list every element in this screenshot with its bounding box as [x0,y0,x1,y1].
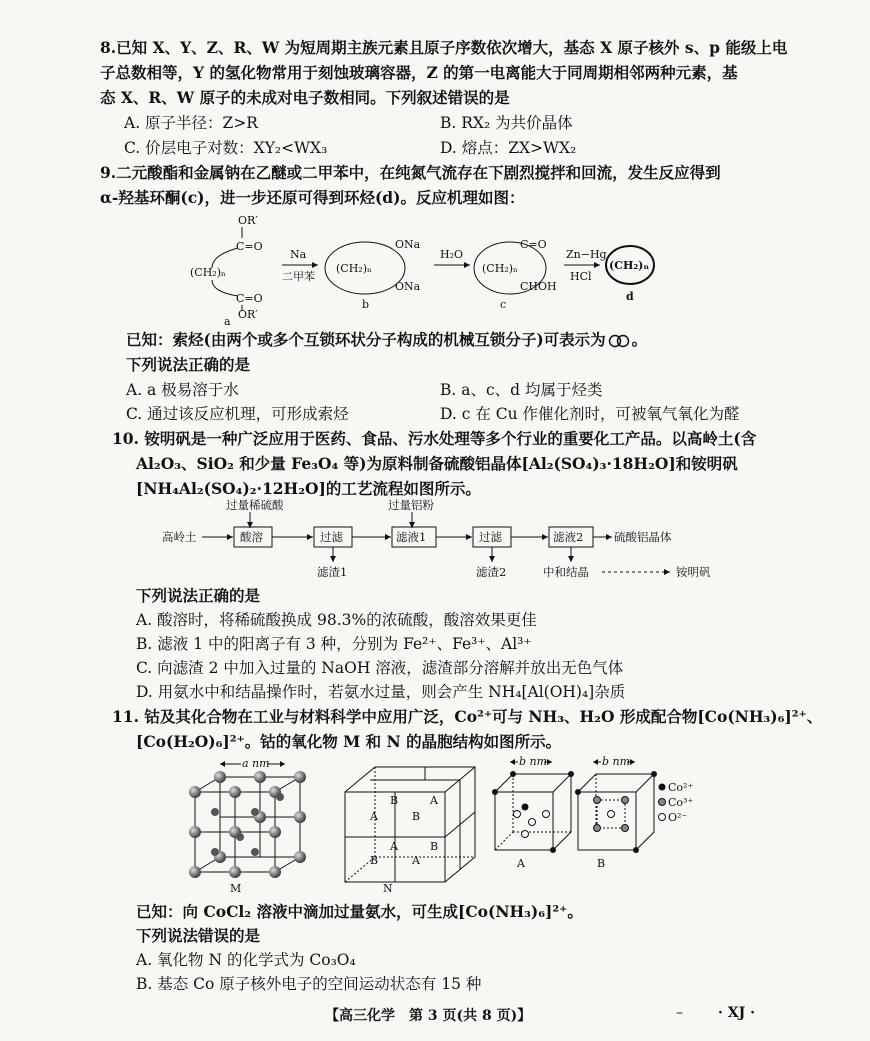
process-flow [150,498,750,590]
a-or-bottom: OR′ [238,308,258,321]
flow-acid-input: 过量稀硫酸 [226,498,284,512]
q9-option-a: A. a 极易溶于水 [126,381,239,399]
flow-box-acid-label: 酸溶 [240,530,263,544]
legend-o-marker [659,814,666,821]
q9-ask: 下列说法正确的是 [126,355,251,374]
d-chain: (CH₂)ₙ [609,259,650,272]
q10-option-d: D. 用氨水中和结晶操作时，若氨水过量，则会产生 NH₄[Al(OH)₄]杂质 [136,683,626,701]
reagent-zn-hg: Zn−Hg [566,248,607,261]
q11-stem-line2: [Co(H₂O)₆]²⁺。钴的氧化物 M 和 N 的晶胞结构如图所示。 [136,732,562,751]
d-label: d [626,290,634,303]
q10-option-b: B. 滤液 1 中的阳离子有 3 种，分别为 Fe²⁺、Fe³⁺、Al³⁺ [136,635,532,653]
q8-stem-line2: 子总数相等，Y 的氢化物常用于刻蚀玻璃容器，Z 的第一电离能大于同周期相邻两种元素，基 [100,63,738,82]
c-label: c [500,298,507,311]
a-or-top: OR′ [238,214,258,227]
catenane-icon [606,334,632,348]
q10-stem-line3: [NH₄Al₂(SO₄)₂·12H₂O]的工艺流程如图所示。 [136,479,481,498]
q9-stem-line1: 9.二元酸酯和金属钠在乙醚或二甲苯中，在纯氮气流存在下剧烈搅拌和回流，发生反应得到 [100,163,721,182]
a-nm-label: a nm [242,757,270,770]
reagent-na: Na [290,248,307,261]
legend-co3: Co³⁺ [668,796,694,809]
q10-option-c: C. 向滤渣 2 中加入过量的 NaOH 溶液，滤渣部分溶解并放出无色气体 [136,659,624,677]
q9-option-b: B. a、c、d 均属于烃类 [440,381,603,399]
footer-page-info: 【高三化学 第 3 页(共 8 页)】 [325,1008,532,1024]
reagent-water: H₂O [440,248,464,261]
b-ona-bottom: ONa [395,280,421,293]
b-chain: (CH₂)ₙ [336,262,372,275]
q10-ask: 下列说法正确的是 [136,586,261,605]
flow-residue2: 滤渣2 [476,565,507,579]
footer-code: · XJ · [718,1005,755,1021]
q10-stem-line1: 10. 铵明矾是一种广泛应用于医药、食品、污水处理等多个行业的重要化工产品。以高岭土(含 [112,429,757,448]
a-carbonyl-bottom: C=O [236,292,263,305]
c-carbonyl: C=O [520,238,547,251]
flow-residue1: 滤渣1 [317,565,348,579]
q11-ask: 下列说法错误的是 [136,926,261,945]
q8-stem-line1: 8.已知 X、Y、Z、R、W 为短周期主族元素且原子序数依次增大，基态 X 原子核外 s、p 能级上电 [100,38,788,57]
cell-b [578,774,654,850]
n-cell-b1: B [390,794,399,807]
q9-option-c: C. 通过该反应机理，可形成索烃 [126,405,349,423]
legend-o: O²⁻ [668,811,688,824]
flow-box-filtrate2-label: 滤液2 [553,530,584,544]
n-cell-a2: A [430,794,438,807]
q8-stem-line3: 态 X、R、W 原子的未成对电子数相同。下列叙述错误的是 [100,88,510,107]
q9-known-end: 。 [631,330,648,349]
flow-box-filter2-label: 过滤 [479,530,502,544]
n-cell-b4: B [430,840,439,853]
legend-co2: Co²⁺ [668,781,694,794]
legend-co3-marker [659,799,666,806]
flow-al-input: 过量铝粉 [388,498,434,512]
cell-b-label: B [597,857,606,870]
q8-option-b: B. RX₂ 为共价晶体 [440,114,573,132]
n-label: N [383,882,393,895]
a-chain: (CH₂)ₙ [190,266,226,279]
q10-option-a: A. 酸溶时，将稀硫酸换成 98.3%的浓硫酸，酸溶效果更佳 [136,611,537,629]
reagent-xylene: 二甲苯 [282,270,315,283]
crystal-structures [180,752,700,897]
b-nm-label-2: b nm [602,755,631,768]
c-choh: CHOH [520,280,557,293]
q11-option-a: A. 氧化物 N 的化学式为 Co₃O₄ [136,951,356,969]
footer-dash: – [676,1005,683,1021]
a-label: a [224,315,231,325]
legend-co2-marker [659,784,666,791]
flow-product1: 硫酸铝晶体 [614,530,672,544]
n-cell-b2: B [412,810,421,823]
q8-option-a: A. 原子半径：Z>R [124,114,258,132]
q9-stem-line2: α-羟基环酮(c)，进一步还原可得到环烃(d)。反应机理如图： [100,188,525,207]
reaction-scheme [190,210,670,325]
q11-stem-line1: 11. 钴及其化合物在工业与材料科学中应用广泛，Co²⁺可与 NH₃、H₂O 形成配合物[Co(NH₃)₆]²⁺、 [112,707,823,726]
flow-neutral: 中和结晶 [543,565,589,579]
n-cell-a4: A [412,854,420,867]
flow-product2: 铵明矾 [676,565,711,579]
flow-box-filter1-label: 过滤 [320,530,343,544]
q11-known: 已知：向 CoCl₂ 溶液中滴加过量氨水，可生成[Co(NH₃)₆]²⁺。 [136,902,583,921]
reagent-hcl: HCl [570,270,592,283]
a-carbonyl-top: C=O [236,240,263,253]
q11-option-b: B. 基态 Co 原子核外电子的空间运动状态有 15 种 [136,975,482,993]
lattice-n [345,767,475,882]
cell-a-label: A [517,857,525,870]
n-cell-a1: A [370,810,378,823]
flow-box-filtrate1-label: 滤液1 [396,530,427,544]
cell-a [495,774,571,850]
q8-option-c: C. 价层电子对数：XY₂<WX₃ [124,139,328,157]
b-ona-top: ONa [395,238,421,251]
m-label: M [230,882,242,895]
b-label: b [362,298,370,311]
q10-stem-line2: Al₂O₃、SiO₂ 和少量 Fe₃O₄ 等)为原料制备硫酸铝晶体[Al₂(SO₄)₃·18H₂O]和铵明矾 [136,454,738,473]
lattice-m [195,777,300,872]
n-cell-a3: A [390,840,398,853]
q8-option-d: D. 熔点：ZX>WX₂ [440,139,577,157]
q9-known-text: 已知：索烃(由两个或多个互锁环状分子构成的机械互锁分子)可表示为 [126,330,606,349]
flow-start: 高岭土 [162,530,197,544]
q9-option-d: D. c 在 Cu 作催化剂时，可被氧气氧化为醛 [440,405,740,423]
q9-known [126,330,647,350]
b-nm-label-1: b nm [519,755,548,768]
c-chain: (CH₂)ₙ [482,262,518,275]
n-cell-b3: B [370,854,379,867]
